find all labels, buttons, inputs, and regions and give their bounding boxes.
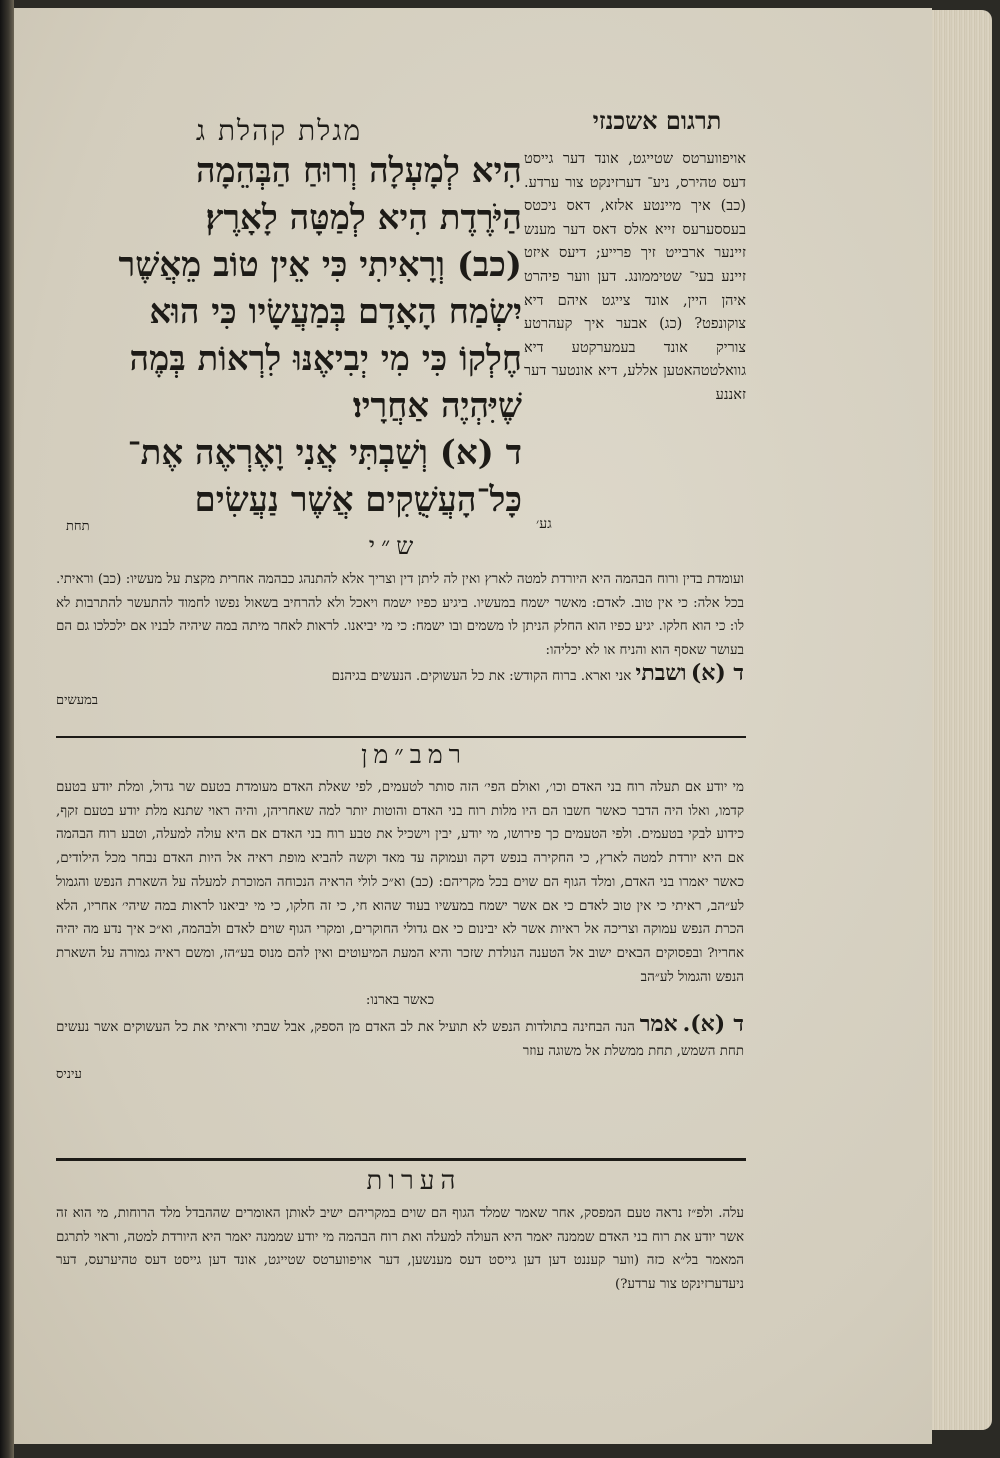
rashi-verse-mark: ד (א) <box>690 660 744 686</box>
rashi-catchword: במעשים <box>56 692 99 708</box>
ramban-verse-mark: ד (א). <box>682 1011 745 1038</box>
ramban-text: מי יודע אם תעלה רוח בני האדם וכו׳, ואולם הפי׳ הזה סותר לטעמים, לפי שאלת האדם מעומדת בטעם שר גדול, ומלת יודע בטעם קדמו, ואלו היה הדבר כאשר חשבו הם היו מלות רוח בני האדם והוטות יותר למה שאחריהן, והיה ראוי שתנא מלת יודע בטעם זקף, כידוע לבקי בטעמים. ולפי הטעמים כך פירושו, מי יודע, יבין וישכיל את טבע רוח בני האדם אם היא עולה למעלה, וטבע רוח הבהמה אם היא יורדת למטה לארץ, כי החקירה בנפש דקה ועמוקה עד מאד וקשה להביא מופת ראיה אל היות האדם נבחר מכל הילודים, כאשר יאמרו בני האדם, ומלד הגוף הם שוים בכל מקריהם: (כב) וא״כ לולי הראיה הנכוחה המוכרת למעלה על השארת הנפש והגמול לע״הב, ראיתי כי אין טוב לאדם כי אם אשר ישמח במעשיו בעוד שהוא חי, כי זה חלקו, כי מי יביאנו לראות במה שיהי׳ אחריו, הלא הכרת הנפש עמוקה וצריכה אל ראיות אשר לא יבינום כי אם גדולי החוקרים, ומקרי הגוף שוים לאדם ולבהמה, וא״כ איך נדע מה יהיה אחריו? ובפסוקים הבאים ישוב אל הטענה הנולדת שזכר והיא המעת המיעוטים ואין להם מנוס בע״הז, ומשם ראיה גמורה על השארת הנפש והגמול לע״הב <box>56 780 744 985</box>
book-spine-shadow <box>0 0 14 1458</box>
verse-line: יִשְׂמַח הָאָדָם בְּמַעֲשָׂיו כִּי הוּא <box>149 292 522 332</box>
section-divider <box>56 1158 746 1161</box>
verse-line: חֶלְקוֹ כִּי מִי יְבִיאֶנּוּ לִרְאוֹת בְּמֶה <box>129 339 522 379</box>
catchword-right: גע׳ <box>536 516 552 532</box>
catchword-left: תחת <box>66 519 90 534</box>
verse-line: הִיא לְמָעְלָה וְרוּחַ הַבְּהֵמָה <box>195 151 522 191</box>
book-page <box>14 8 932 1444</box>
haorot-notes: עלה. ולפ״ז נראה טעם המפסק, אחר שאמר שמלד הגוף הם שוים במקריהם ישיב לאותן האומרים שההבדל מלד הרוחות, מי הוא זה אשר יודע את רוח בני האדם שממנה יאמר היא העולה למעלה ואת רוח הבהמה מי יודע שממנה יאמר היא היורדת למטה, וראוי לתרגם המאמר בל״א כזה (ווער קעננט דען דען גייסט דעס מענשען, דער אויפווערטס שטייגט, אונד דען גייסט דעס טהיערעס, דער ניעדערזינקט צור ערדע?) <box>56 1206 744 1293</box>
rashi-verse-text: אני וארא. ברוח הקודש: את כל העשוקים. הנעשים בגיהנם <box>331 669 632 684</box>
rashi-commentary <box>56 568 744 712</box>
rashi-title: ש״י <box>368 532 420 560</box>
haorot-title: הערות <box>366 1166 462 1196</box>
verse-line: ד (א) וְשַׁבְתִּי אֲנִי וָאֶרְאֶה אֶת־ <box>127 433 522 473</box>
verse-line: שֶׁיִּהְיֶה אַחֲרָיו׃ <box>352 386 522 426</box>
verse-line: כָּל־הָעֲשֻׁקִים אֲשֶׁר נַעֲשִׂים <box>194 480 522 520</box>
targum-header: תרגום אשכנזי <box>592 106 722 135</box>
main-verse-text <box>52 148 522 524</box>
ramban-commentary <box>56 776 744 1087</box>
verse-line: הַיֹּרֶדֶת הִיא לְמַטָּה לָאָרֶץ׃ <box>205 198 522 238</box>
ramban-lead-word: אמר <box>639 1011 678 1038</box>
megillah-header: מגלת קהלת ג <box>195 114 363 147</box>
page-edges <box>930 10 992 1430</box>
section-divider <box>56 736 746 738</box>
rashi-lead-word: ושבתי <box>635 660 687 686</box>
ramban-title: רמב״מן <box>361 740 467 769</box>
ramban-catchword: עיניס <box>56 1067 82 1083</box>
targum-translation: אויפווערטס שטייגט, אונד דער גייסט דעס טהירס, ניע־ דערזינקט צור ערדע. (כב) איך מיינטע אלזא, דאס ניכטס בעססערעס זייא אלס דאס דער מענש זיינער ארבייט זיך פרייע; דיעס איזט זיינע בעי־ שטיממונג. דען ווער פיהרט איהן היין, אונד צייגט איהם דיא צוקונפט? (כג) אבער איך קעהרטע צוריק אונד בעמערקטע דיא גוואלטטהאטען אללע, דיא אונטער דער זאננע <box>524 151 746 403</box>
verse-line: (כב) וְרָאִיתִי כִּי אֵין טוֹב מֵאֲשֶׁר <box>118 245 522 285</box>
ramban-verse-text: הנה הבחינה בתולדות הנפש לא תועיל את לב האדם מן הספק, אבל שבתי וראיתי את כל העשוקים אשר נעשים תחת השמש, תחת ממשלת אל משוגה עוזר <box>56 1020 744 1059</box>
rashi-text: ועומדת בדין ורוח הבהמה היא היורדת למטה לארץ ואין לה ליתן דין וצריך אלא להתנהג כבהמה אחרית מקצת על מעשיו: (כב) וראיתי. בכל אלה: כי אין טוב. לאדם: מאשר ישמח במעשיו. ביגיע כפיו ישמח ויאכל ולא להרחיב בשאול נפשו לחמוד להתעשר להתרבות לא לו: כי הוא חלקו. יגיע כפיו הוא החלק הניתן לו משמים ובו ישמח: כי מי יביאנו. לראות לאחר מיתה במה שיהיה לבניו אם ילכלכו גם הם בעושר שאסף הוא והניח או לא יכליהו: <box>56 572 744 658</box>
ramban-closing: כאשר בארנו: <box>365 993 435 1009</box>
